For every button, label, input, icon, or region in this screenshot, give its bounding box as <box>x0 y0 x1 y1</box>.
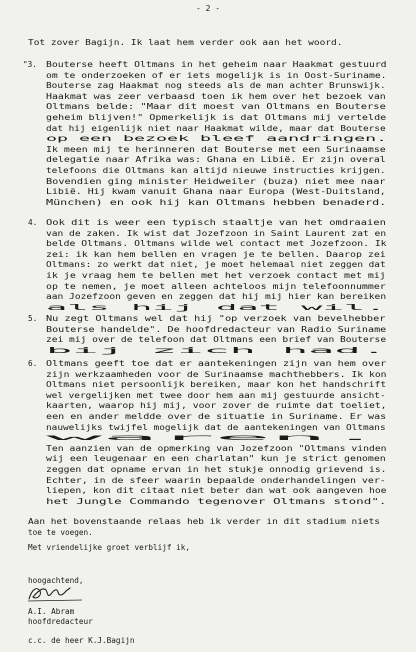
item-number: 5. <box>28 314 38 323</box>
item-line: Oltmans niet persoonlijk bereiken, maar kon het handschrift <box>46 380 387 390</box>
item-line: Bouterse zag Haakmat nog steeds als de man achter Brunswijk. <box>46 81 386 91</box>
item-line: zei: ik kan hem bellen en vragen je te bellen. Daarop zei <box>46 249 386 259</box>
item-line: aan Jozefzoon geven en zeggen dat hij mij hier kan bereiken <box>46 292 387 302</box>
item-line: kaarten, waarop hij mij, voor zover de ruimte dat toeliet, <box>46 401 387 411</box>
item-line: zei mij over de telefoon dat Oltmans een brief van Bouterse <box>46 335 387 345</box>
item-line: Echter, in de sfeer waarin bepaalde onderhandelingen ver- <box>46 475 386 485</box>
item-line: zeggen dat opname ervan in het stukje onnodig grievend is. <box>46 465 387 474</box>
greeting-line: Met vriendelijke groet verblijf ik, <box>28 543 190 552</box>
item-line: als hij dat wil. <box>46 302 387 312</box>
item-line: waren. <box>46 433 384 443</box>
closing-line: Aan het bovenstaande relaas heb ik verder in dit stadium niets <box>28 517 380 526</box>
item-line: delegatie naar Afrika was: Ghana en Libië. Er zijn overal <box>46 155 386 165</box>
item-line: het Jungle Commando tegenover Oltmans stond". <box>46 496 387 506</box>
item-line: Haakmat was zeer verbaasd toen ik hem over het bezoek van <box>46 91 386 101</box>
item-line: dat hij eigenlijk niet naar Haakmat wilde, maar dat Bouterse <box>46 123 386 133</box>
intro-line: Tot zover Bagijn. Ik laat hem verder ook aan het woord. <box>28 38 343 47</box>
item-line: een en ander meldde over de situatie in Suriname. Er was <box>46 412 387 421</box>
item-line: geheim blijven!" Opmerkelijk is dat Oltmans mij vertelde <box>46 113 387 122</box>
item-line: op een bezoek bleef aandringen. <box>46 134 388 144</box>
item-line: belde Oltmans. Oltmans wilde wel contact met Jozefzoon. Ik <box>46 239 387 249</box>
cc-line: c.c. de heer K.J.Bagijn <box>28 636 135 645</box>
page-number: - 2 - <box>195 4 221 13</box>
item-number: "3. <box>23 60 37 69</box>
signature-title: hoofdredacteur <box>28 617 93 626</box>
item-line: op te nemen, je moet alleen achteloos mijn telefoonnummer <box>46 281 386 291</box>
salutation-line: hoogachtend, <box>28 576 84 585</box>
item-line: Bovendien ging minister Heidweiler (buza) niet mee naar <box>46 176 386 186</box>
item-line: Ook dit is weer een typisch staaltje van het omdraaien <box>46 218 386 227</box>
item-line: Bouterse heeft Oltmans in het geheim naar Haakmat gestuurd <box>46 60 387 69</box>
item-line: liepen, kon dit citaat niet beter dan wat ook aangeven hoe <box>46 486 387 496</box>
handwritten-signature <box>26 582 86 604</box>
item-line: om te onderzoeken of er iets mogelijk is in Oost-Suriname. <box>46 70 387 80</box>
item-line: van de zaken. Ik wist dat Jozefzoon in Saint Laurent zat en <box>46 228 387 238</box>
item-line: Ten aanzien van de opmerking van Jozefzoon "Oltmans vinden <box>46 443 387 453</box>
item-line: nauwelijks twijfel mogelijk dat de aantekeningen van Oltmans <box>46 422 386 432</box>
item-line: Libië. Hij kwam vanuit Ghana naar Europa (West-Duitsland, <box>46 187 386 197</box>
item-line: telefoons die Oltmans kan altijd nieuwe instructies krijgen. <box>46 166 386 175</box>
item-line: Oltmans: zo werkt dat niet, je moet helemaal niet zeggen dat <box>46 260 386 270</box>
item-line: ik je vraag hem te bellen met het verzoek contact met mij <box>46 271 386 280</box>
item-line: wel vergelijken met twee door hem aan mij gestuurde ansicht- <box>46 390 386 400</box>
item-line: München) en ook hij kan Oltmans hebben benaderd. <box>46 197 387 207</box>
item-line: Ik meen mij te herinneren dat Bouterse met een Surinaamse <box>46 144 386 154</box>
item-number: 4. <box>28 218 38 227</box>
item-line: bij zich had. <box>46 345 387 355</box>
item-line: wij een leugenaar en een charlatan" kun je strict genomen <box>46 454 386 464</box>
item-line: Oltmans geeft toe dat er aantekeningen zijn van hem over <box>46 359 387 368</box>
item-line: Nu zegt Oltmans wel dat hij "op verzoek van bevelhebber <box>46 314 386 323</box>
item-line: zijn werkzaamheden voor de Surinaamse machthebbers. Ik kon <box>46 369 387 379</box>
item-line: Oltmans belde: "Maar dit moest van Oltmans en Bouterse <box>46 102 386 112</box>
item-line: Bouterse handelde". De hoofdredacteur van Radio Suriname <box>46 324 387 334</box>
closing-line: toe te voegen. <box>28 527 93 537</box>
signature-name: A.I. Abram <box>28 607 75 616</box>
item-number: 6. <box>28 359 38 368</box>
